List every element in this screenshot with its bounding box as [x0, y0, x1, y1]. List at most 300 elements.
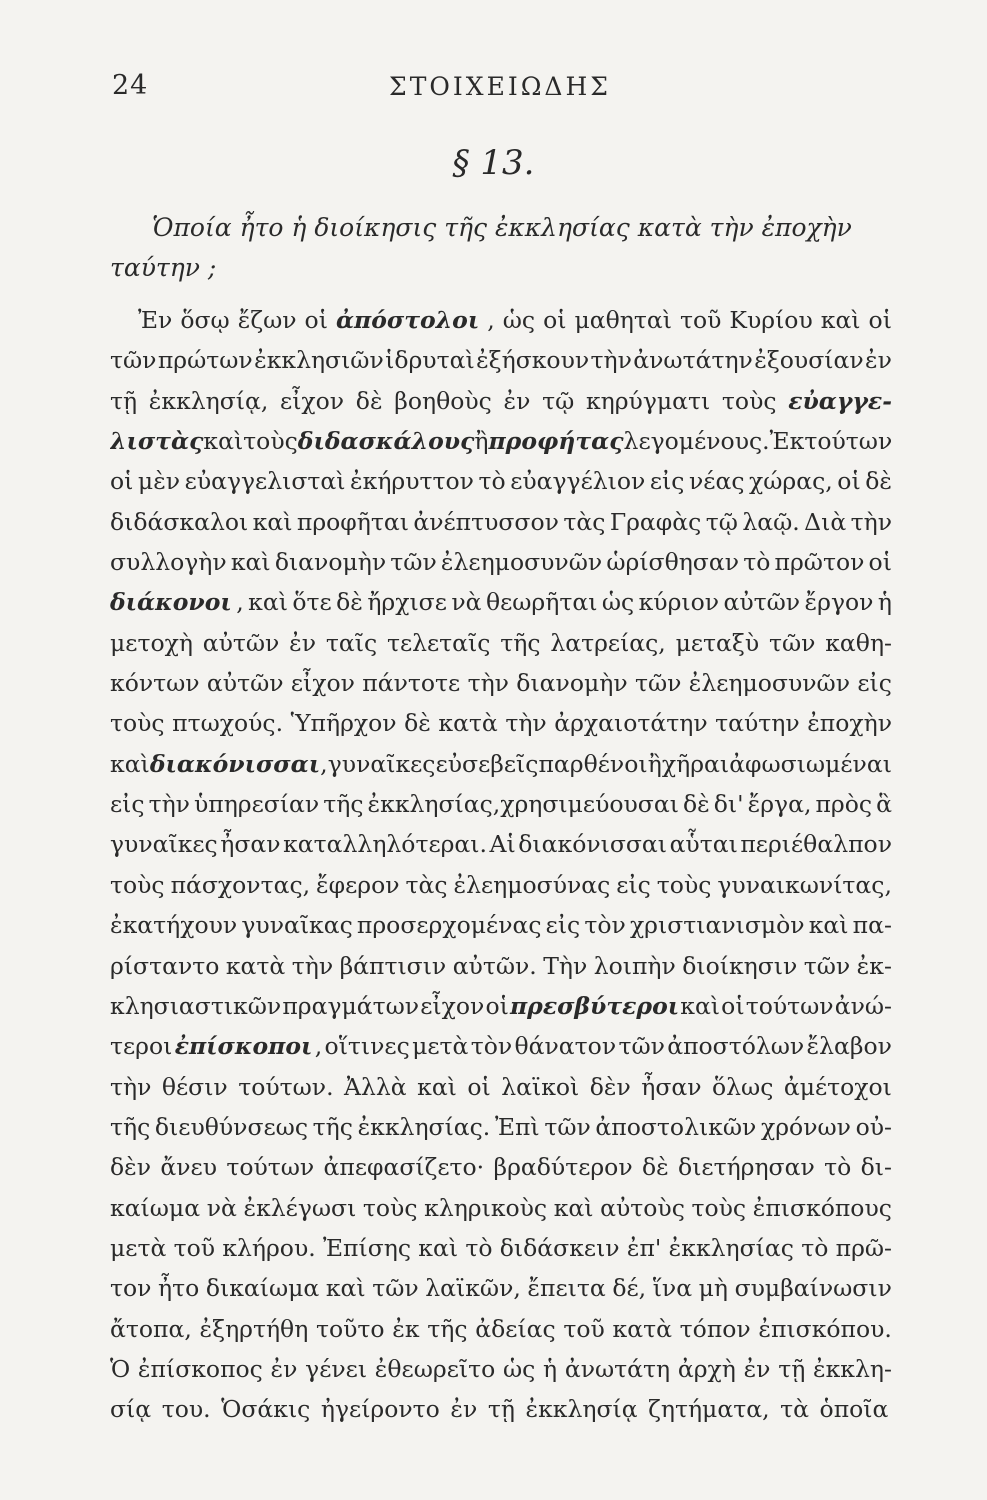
- text-line: [110, 824, 892, 864]
- word: δὲ: [865, 467, 892, 496]
- word: χρόνων: [760, 1112, 851, 1141]
- word: θέσιν: [161, 1072, 228, 1101]
- word: εἰς: [545, 911, 581, 940]
- word: ,: [236, 588, 244, 617]
- word: Αἱ: [489, 830, 516, 859]
- word: προφῆται: [296, 507, 409, 536]
- word: ἐκκλησίᾳ: [525, 1395, 638, 1424]
- word: λαϊκῶν,: [425, 1274, 521, 1303]
- word: ἀδείας: [475, 1314, 556, 1343]
- word: βραδύτερον: [493, 1153, 633, 1182]
- word: διανομὴν: [516, 669, 628, 698]
- word: ἀνωτάτην: [633, 346, 753, 375]
- word: τόπον: [679, 1314, 751, 1343]
- word: τὴν: [505, 709, 547, 738]
- word: ἐποχὴν: [807, 709, 892, 738]
- question-line: ταύτην ;: [110, 253, 217, 282]
- word: δὲ: [404, 709, 431, 738]
- text-line: [110, 1188, 892, 1228]
- word: μεταξὺ: [675, 628, 760, 657]
- word: καὶ: [203, 427, 244, 456]
- text-line: [110, 340, 892, 380]
- word: ἐξουσίαν: [754, 346, 864, 375]
- word: τούτων: [804, 427, 892, 456]
- word: ἐκατήχουν: [110, 911, 238, 940]
- word: του.: [161, 1395, 211, 1424]
- word: ἔλαβον: [806, 1032, 892, 1061]
- word: οἱ: [868, 306, 892, 334]
- word: τοὺς: [243, 427, 298, 456]
- word: καὶ: [325, 1274, 366, 1303]
- text-line: [110, 865, 892, 905]
- text-line: [110, 663, 892, 703]
- page-number: 24: [112, 70, 149, 101]
- word: ἃ: [876, 790, 892, 819]
- word: ζητήματα,: [648, 1395, 770, 1424]
- word: τοὺς: [110, 870, 165, 899]
- word: ἐξηρτήθη: [199, 1314, 309, 1343]
- word: τοῦ: [173, 1233, 216, 1262]
- word: Ὁ: [110, 1354, 131, 1383]
- word: θάνατον: [514, 1032, 617, 1061]
- word: τὰς: [563, 507, 606, 536]
- word: τελεταῖς: [386, 628, 491, 657]
- word: δι': [713, 790, 744, 819]
- word: τοὺς: [721, 386, 777, 415]
- word: τῇ: [487, 1395, 515, 1424]
- word: τούτων: [745, 991, 834, 1020]
- word: ἀνωτάτη: [564, 1354, 671, 1383]
- word: οὐ-: [855, 1112, 892, 1141]
- word: διδάσκειν: [499, 1233, 620, 1262]
- text-line: [110, 784, 892, 824]
- running-head: [112, 70, 888, 104]
- word: διευθύνσεως: [154, 1112, 308, 1141]
- word: τῶν: [634, 669, 682, 698]
- word: καὶ: [110, 749, 150, 778]
- word: καὶ: [418, 1233, 459, 1262]
- word: τῶν: [372, 1274, 419, 1303]
- word: καθη-: [825, 628, 892, 657]
- word: καὶ: [252, 507, 293, 536]
- word: ἐπισκόπους: [752, 1193, 892, 1222]
- word: ἐξήσκουν: [476, 346, 590, 375]
- word: ἀρχαιοτάτην: [554, 709, 708, 738]
- word: ἐν: [450, 1395, 478, 1424]
- word: ἀπεφασίζετο·: [323, 1153, 485, 1182]
- word: αὐτῶν: [202, 628, 280, 657]
- word: συλλογὴν: [110, 548, 227, 577]
- word: εἶχον: [290, 669, 355, 698]
- word: γένει: [305, 1354, 368, 1383]
- word: εὐσεβεῖς: [435, 749, 539, 778]
- word: ἔργα,: [747, 790, 812, 819]
- emphasized-term: διάκονοι: [110, 588, 232, 617]
- word: δὲ: [355, 386, 383, 415]
- word: ἀφωσιωμέναι: [729, 749, 892, 778]
- word: δὲ: [682, 790, 710, 819]
- word: εἰς: [110, 790, 145, 819]
- word: γυναῖκες: [327, 749, 436, 778]
- word: κατὰ: [225, 951, 286, 980]
- word: τεροι: [110, 1032, 173, 1061]
- word: ἐν: [865, 346, 892, 375]
- text-line: [110, 300, 892, 340]
- word: δὲν: [110, 1153, 152, 1182]
- word: εἶχον: [280, 386, 345, 415]
- word: πραγμάτων: [282, 991, 420, 1020]
- text-line: [110, 461, 892, 501]
- text-line: [110, 623, 892, 663]
- text-line: [110, 703, 892, 743]
- word: χώρας,: [749, 467, 833, 496]
- word: ἐκ-: [856, 951, 892, 980]
- word: τοὺς: [362, 1193, 418, 1222]
- word: τὴν: [590, 346, 632, 375]
- word: πρῶτον: [774, 548, 865, 577]
- word: ἄνευ: [160, 1153, 217, 1182]
- word: ὅτε: [292, 588, 332, 617]
- word: προσερχομένας: [356, 911, 542, 940]
- word: κλήρου.: [222, 1233, 316, 1262]
- word: οἵτινες: [324, 1032, 410, 1061]
- word: αὐτῶν.: [452, 951, 537, 980]
- word: γυναικωνίτας,: [717, 870, 892, 899]
- word: τὴν: [291, 951, 334, 980]
- word: νέας: [688, 467, 745, 496]
- word: Ἐν: [138, 306, 173, 334]
- word: τούτων.: [238, 1072, 334, 1101]
- word: κύριον: [638, 588, 720, 617]
- word: ὡς: [502, 306, 536, 334]
- word: χριστιανισμὸν: [629, 911, 805, 940]
- word: Ἐπὶ: [494, 1112, 540, 1141]
- word: λοιπὴν: [593, 951, 676, 980]
- word: βάπτισιν: [339, 951, 447, 980]
- word: τοῦτο: [315, 1314, 385, 1343]
- word: ἐκκλησίας: [668, 1233, 794, 1262]
- word: τῷ: [542, 386, 575, 415]
- word: βοηθοὺς: [394, 386, 492, 415]
- word: δὲ: [336, 588, 363, 617]
- word: πάντοτε: [362, 669, 461, 698]
- word: δὲν: [589, 1072, 631, 1101]
- word: ὅλως: [711, 1072, 774, 1101]
- word: τὰς: [405, 870, 448, 899]
- question-line: Ὁποία ἦτο ἡ διοίκησις τῆς ἐκκλησίας κατὰ τὴν ἐποχὴν: [152, 213, 852, 242]
- word: Διὰ: [804, 507, 847, 536]
- word: τοὺς: [691, 1193, 747, 1222]
- word: σίᾳ: [110, 1395, 152, 1424]
- word: αὐτοὺς: [600, 1193, 685, 1222]
- word: εὐαγγέλιον: [510, 467, 646, 496]
- emphasized-term: ἐπίσκοποι: [174, 1032, 313, 1061]
- word: ἦτο: [158, 1274, 200, 1303]
- word: τὸ: [478, 467, 506, 496]
- word: τον: [110, 1274, 152, 1303]
- word: ἐπισκόπου.: [758, 1314, 892, 1343]
- word: ὡς: [601, 588, 635, 617]
- word: ἐθεωρεῖτο: [374, 1354, 496, 1383]
- word: τῶν: [803, 951, 851, 980]
- word: καὶ: [230, 548, 271, 577]
- word: μετὰ: [110, 1233, 167, 1262]
- word: Ὁσάκις: [221, 1395, 311, 1424]
- word: τῶν: [768, 628, 816, 657]
- word: νὰ: [206, 1193, 237, 1222]
- word: ἡ: [877, 588, 892, 617]
- word: τοῦ: [679, 306, 722, 334]
- word: εἰς: [857, 669, 892, 698]
- word: Ἐπίσης: [323, 1233, 411, 1262]
- word: ἢ: [647, 749, 662, 778]
- word: τῆς: [110, 1112, 151, 1141]
- word: ἱδρυταὶ: [385, 346, 475, 375]
- word: εἰς: [616, 870, 651, 899]
- word: ὅσῳ: [180, 306, 230, 334]
- emphasized-term: εὐαγγε-: [788, 386, 892, 415]
- word: ἐλεημοσυνῶν: [688, 669, 850, 698]
- word: ἐκκλησίᾳ,: [148, 386, 269, 415]
- word: πα-: [852, 911, 892, 940]
- text-line: [110, 421, 892, 461]
- word: δι-: [860, 1153, 892, 1182]
- word: τῇ: [110, 386, 138, 415]
- word: δέ,: [612, 1274, 647, 1303]
- word: μετὰ: [412, 1032, 469, 1061]
- word: λεγομένους.: [623, 427, 770, 456]
- word: οἱ: [110, 467, 134, 496]
- word: ἀποστολικῶν: [595, 1112, 757, 1141]
- word: κόντων: [110, 669, 200, 698]
- word: ὁποῖα: [819, 1395, 889, 1424]
- word: τὴν: [148, 790, 190, 819]
- word: τῷ: [705, 507, 738, 536]
- word: ἵνα: [652, 1274, 693, 1303]
- word: γυναῖκας: [241, 911, 353, 940]
- word: τὰ: [780, 1395, 809, 1424]
- word: συμβαίνωσιν: [734, 1274, 892, 1303]
- word: μὴ: [698, 1274, 729, 1303]
- word: ἐπίσκοπος: [137, 1354, 263, 1383]
- word: ἔργον: [804, 588, 874, 617]
- word: ἀρχὴ: [677, 1354, 736, 1383]
- word: κηρύγματι: [585, 386, 711, 415]
- word: εἶχον: [420, 991, 485, 1020]
- word: οἱ: [721, 991, 745, 1020]
- word: Κυρίου: [729, 306, 813, 334]
- word: ἐκήρυττον: [350, 467, 474, 496]
- text-line: [110, 1389, 892, 1429]
- word: πρώτων: [157, 346, 253, 375]
- word: Γραφὰς: [609, 507, 702, 536]
- word: ἠγείροντο: [320, 1395, 440, 1424]
- running-title: ΣΤΟΙΧΕΙΩΔΗΣ: [389, 72, 611, 101]
- text-line: [110, 744, 892, 784]
- text-line: [110, 1309, 892, 1349]
- word: δὲ: [641, 1153, 669, 1182]
- word: ἔφερον: [316, 870, 400, 899]
- word: ἀμέτοχοι: [783, 1072, 892, 1101]
- word: τὸ: [743, 548, 771, 577]
- text-line: [110, 1268, 892, 1308]
- word: τὸν: [584, 911, 626, 940]
- word: κληρικοὺς: [424, 1193, 548, 1222]
- word: περιέθαλπον: [740, 830, 892, 859]
- word: μαθηταὶ: [574, 306, 672, 334]
- word: Ἐκ: [769, 427, 805, 456]
- word: θεωρῆται: [485, 588, 598, 617]
- word: νὰ: [451, 588, 482, 617]
- word: τῶν: [110, 346, 157, 375]
- word: ἡ: [543, 1354, 558, 1383]
- word: αὐτῶν: [206, 669, 284, 698]
- word: ἐκκλησίας.: [357, 1112, 491, 1141]
- word: διανομὴν: [274, 548, 387, 577]
- word: ὡρίσθησαν: [606, 548, 740, 577]
- word: τὸν: [470, 1032, 513, 1061]
- word: καὶ: [553, 1193, 594, 1222]
- text-line: [110, 1147, 892, 1187]
- text-line: [110, 542, 892, 582]
- emphasized-term: ἀπόστολοι: [335, 306, 480, 334]
- word: ἦσαν: [641, 1072, 702, 1101]
- word: ταῖς: [325, 628, 378, 657]
- word: τὸ: [801, 1233, 829, 1262]
- word: κλησιαστικῶν: [110, 991, 282, 1020]
- word: γυναῖκες: [110, 830, 218, 859]
- word: ἀνέπτυσσον: [413, 507, 559, 536]
- word: λαϊκοὶ: [501, 1072, 580, 1101]
- word: ἐκκλη-: [813, 1354, 892, 1383]
- emphasized-term: λιστὰς: [110, 427, 204, 456]
- word: ἐκ: [392, 1314, 420, 1343]
- word: Ὑπῆρχον: [290, 709, 397, 738]
- word: πρὸς: [815, 790, 873, 819]
- word: τοῦ: [563, 1314, 605, 1343]
- word: τῶν: [544, 1112, 591, 1141]
- word: λαῷ.: [742, 507, 800, 536]
- word: πάσχοντας,: [170, 870, 311, 899]
- word: παρθένοι: [538, 749, 648, 778]
- word: αὗται: [669, 830, 738, 859]
- word: εὐαγγελισταὶ: [184, 467, 346, 496]
- word: τῆς: [312, 1112, 353, 1141]
- text-line: [110, 905, 892, 945]
- text-line: [110, 582, 892, 622]
- word: ,: [320, 749, 328, 778]
- word: ἢ: [474, 427, 489, 456]
- word: διδάσκαλοι: [110, 507, 249, 536]
- word: πρῶ-: [835, 1233, 892, 1262]
- word: καὶ: [808, 911, 849, 940]
- word: πτωχούς.: [172, 709, 284, 738]
- text-line: [110, 1067, 892, 1107]
- word: ἐλεημοσύνας: [453, 870, 611, 899]
- word: τῆς: [427, 1314, 468, 1343]
- word: οἱ: [868, 548, 892, 577]
- text-line: [110, 1026, 892, 1066]
- word: ἦσαν: [220, 830, 281, 859]
- word: αὐτῶν: [723, 588, 801, 617]
- word: ἔπειτα: [527, 1274, 606, 1303]
- word: οἱ: [467, 1072, 491, 1101]
- word: ἐν: [743, 1354, 771, 1383]
- word: ἐκκλησίας,χρησιμεύουσαι: [367, 790, 679, 819]
- word: ἤρχισε: [367, 588, 447, 617]
- text-line: [110, 946, 892, 986]
- text-line: [110, 502, 892, 542]
- section-number: § 13.: [452, 143, 535, 183]
- word: τὸ: [824, 1153, 852, 1182]
- word: οἱ: [837, 467, 861, 496]
- text-line: [110, 381, 892, 421]
- word: τῆς: [500, 628, 541, 657]
- word: καὶ: [680, 991, 721, 1020]
- word: ταύτην: [715, 709, 800, 738]
- text-line: [110, 1349, 892, 1389]
- word: Τὴν: [543, 951, 588, 980]
- word: τῇ: [778, 1354, 806, 1383]
- word: τὴν: [110, 1072, 152, 1101]
- word: ὡς: [502, 1354, 536, 1383]
- word: τὴν: [850, 507, 892, 536]
- word: τοὺς: [656, 870, 712, 899]
- word: οἱ: [485, 991, 509, 1020]
- section-question: [110, 208, 892, 288]
- word: καίωμα: [110, 1193, 201, 1222]
- word: κατὰ: [612, 1314, 672, 1343]
- word: διοίκησιν: [682, 951, 798, 980]
- word: καὶ: [248, 588, 288, 617]
- word: εἰς: [649, 467, 685, 496]
- text-line: [110, 1107, 892, 1147]
- emphasized-term: διδασκάλους: [297, 427, 475, 456]
- word: ἐν: [289, 628, 317, 657]
- text-line: [110, 1228, 892, 1268]
- word: ἐκλέγωσι: [243, 1193, 357, 1222]
- emphasized-term: πρεσβύτεροι: [509, 991, 680, 1020]
- word: κατὰ: [438, 709, 498, 738]
- word: τούτων: [226, 1153, 315, 1182]
- word: ἐλεημοσυνῶν: [440, 548, 603, 577]
- word: τῶν: [390, 548, 437, 577]
- word: ρίσταντο: [110, 951, 220, 980]
- word: Ἀλλὰ: [344, 1072, 407, 1101]
- word: τῆς: [323, 790, 364, 819]
- emphasized-term: προφήτας: [488, 427, 624, 456]
- word: ,: [314, 1032, 323, 1061]
- word: ἀνώ-: [834, 991, 892, 1020]
- text-line: [110, 986, 892, 1026]
- word: χῆραι: [661, 749, 730, 778]
- word: ἔζων: [237, 306, 297, 334]
- body-paragraph: [110, 300, 892, 1430]
- word: διακόνισσαι: [518, 830, 668, 859]
- word: τῶν: [618, 1032, 665, 1061]
- word: ἐν: [503, 386, 531, 415]
- word: καταλληλότεραι.: [283, 830, 487, 859]
- word: διετήρησαν: [678, 1153, 815, 1182]
- word: καὶ: [417, 1072, 457, 1101]
- word: ἐν: [270, 1354, 298, 1383]
- word: ,: [487, 306, 495, 334]
- word: καὶ: [820, 306, 861, 334]
- word: ἄτοπα,: [110, 1314, 192, 1343]
- word: μετοχὴ: [110, 628, 193, 657]
- emphasized-term: διακόνισσαι: [149, 749, 321, 778]
- word: τὴν: [467, 669, 509, 698]
